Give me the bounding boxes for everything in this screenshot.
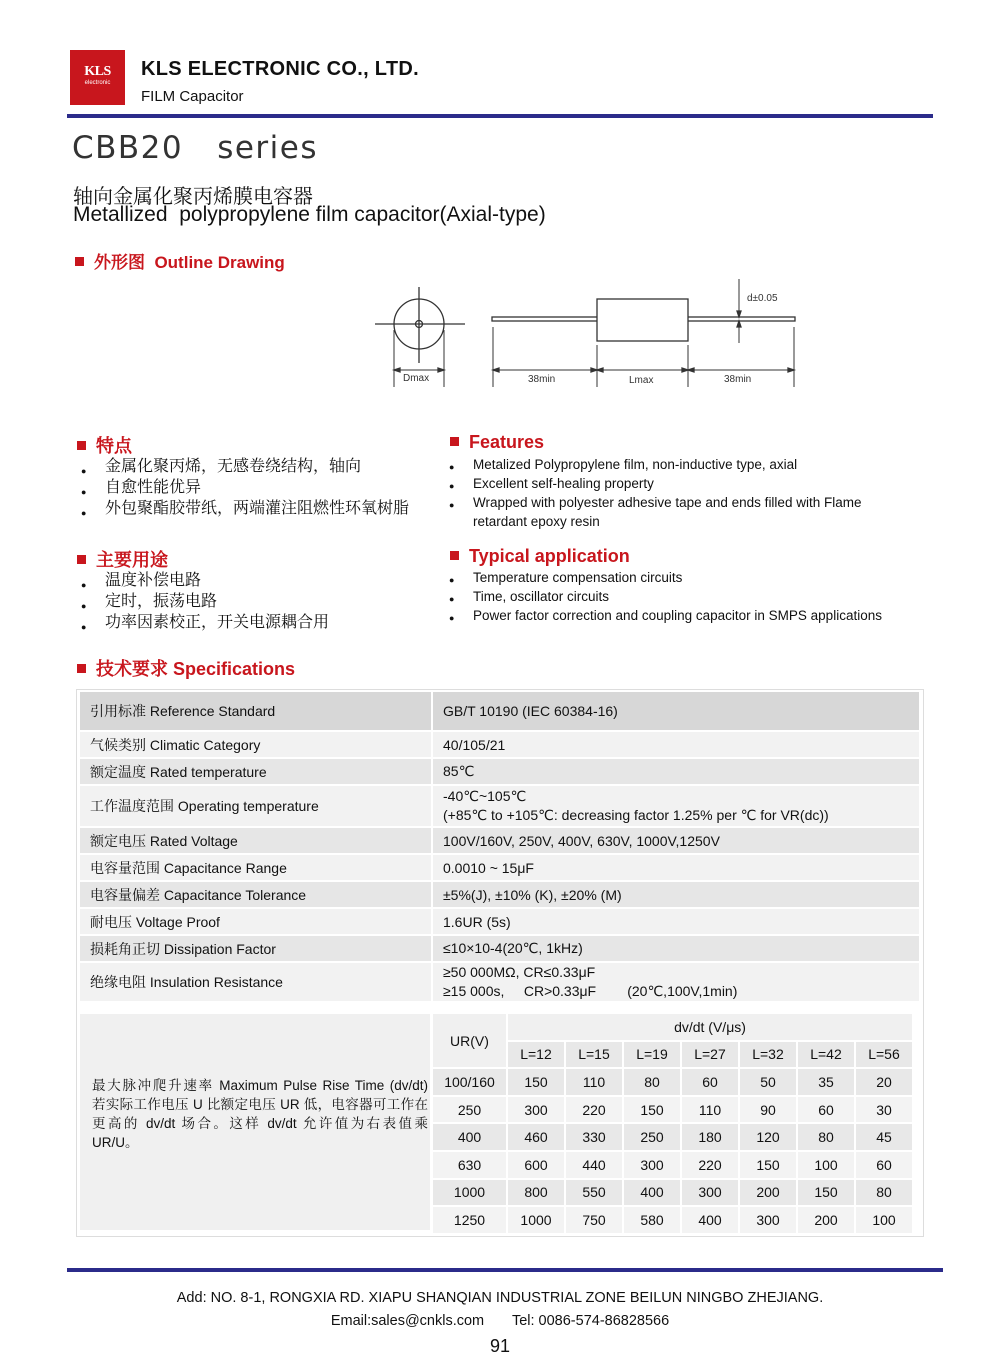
length-header: L=42	[798, 1042, 854, 1068]
spec-label: 气候类别 Climatic Category	[80, 732, 431, 757]
spec-label: 额定温度 Rated temperature	[80, 759, 431, 784]
dvdt-value: 60	[682, 1069, 738, 1095]
dvdt-value: 250	[624, 1124, 680, 1150]
dvdt-value: 300	[508, 1097, 564, 1123]
dvdt-value: 400	[624, 1180, 680, 1206]
dvdt-value: 110	[566, 1069, 622, 1095]
dvdt-value: 20	[856, 1069, 912, 1095]
spec-label: 引用标准 Reference Standard	[80, 692, 431, 730]
list-item: ● 定时，振荡电路	[81, 591, 329, 612]
dvdt-value: 180	[682, 1124, 738, 1150]
features-heading-en: Features	[450, 432, 544, 453]
company-name: KLS ELECTRONIC CO., LTD.	[141, 58, 419, 80]
spec-value-line: (+85℃ to +105℃: decreasing factor 1.25% per ℃ for VR(dc))	[443, 807, 829, 823]
table-row	[433, 1014, 912, 1040]
dvdt-value: 150	[624, 1097, 680, 1123]
list-item: ● Excellent self-healing property	[449, 474, 919, 493]
spec-label: 电容量范围 Capacitance Range	[80, 855, 431, 880]
product-category: FILM Capacitor	[141, 88, 244, 105]
dvdt-value: 800	[508, 1180, 564, 1206]
pulse-rise-note: 若实际工作电压 U 比额定电压 UR 低，电容器可工作在更高的 dv/dt 场合。这样 dv/dt 允许值为右表值乘 UR/U。	[92, 1097, 428, 1150]
length-header: L=19	[624, 1042, 680, 1068]
dvdt-value: 300	[682, 1180, 738, 1206]
spec-label: 电容量偏差 Capacitance Tolerance	[80, 882, 431, 907]
company-address: Add: NO. 8-1, RONGXIA RD. XIAPU SHANQIAN INDUSTRIAL ZONE BEILUN NINGBO ZHEJIANG.	[176, 1290, 824, 1306]
table-row	[80, 882, 919, 907]
email-text: Email:sales@cnkls.com	[330, 1313, 485, 1329]
table-row	[80, 936, 919, 961]
spec-label: 额定电压 Rated Voltage	[80, 828, 431, 853]
dvdt-value: 200	[798, 1207, 854, 1233]
list-item: ● Power factor correction and coupling capacitor in SMPS applications	[449, 606, 929, 625]
dvdt-value: 600	[508, 1152, 564, 1178]
dvdt-header: dv/dt (V/μs)	[508, 1014, 912, 1040]
dvdt-value: 1000	[508, 1207, 564, 1233]
bullet-square-icon	[450, 437, 459, 446]
dvdt-value: 580	[624, 1207, 680, 1233]
product-title-en: Metallized polypropylene film capacitor(Axial-type)	[73, 203, 546, 226]
lmax-label: Lmax	[629, 375, 654, 386]
dvdt-value: 80	[798, 1124, 854, 1150]
table-row	[80, 909, 919, 934]
spec-value-line: ≥15 000s, CR>0.33μF (20℃,100V,1min)	[443, 983, 738, 999]
dvdt-value: 200	[740, 1180, 796, 1206]
bullet-square-icon	[77, 664, 86, 673]
list-item: ● 金属化聚丙烯，无感卷绕结构，轴向	[81, 456, 409, 477]
dvdt-value: 60	[798, 1097, 854, 1123]
pulse-rise-label-cell	[80, 1014, 430, 1230]
table-row	[433, 1180, 912, 1206]
ur-value: 1250	[433, 1207, 506, 1233]
table-row	[80, 732, 919, 757]
spec-value-line: ≥50 000MΩ, CR≤0.33μF	[443, 964, 596, 980]
dvdt-value: 45	[856, 1124, 912, 1150]
ur-value: 100/160	[433, 1069, 506, 1095]
bullet-square-icon	[75, 257, 84, 266]
list-item: ● Temperature compensation circuits	[449, 568, 929, 587]
table-row	[80, 855, 919, 880]
dvdt-value: 100	[798, 1152, 854, 1178]
dvdt-value: 300	[740, 1207, 796, 1233]
spec-label: 耐电压 Voltage Proof	[80, 909, 431, 934]
dvdt-value: 550	[566, 1180, 622, 1206]
dvdt-value: 60	[856, 1152, 912, 1178]
dvdt-value: 150	[508, 1069, 564, 1095]
length-header: L=27	[682, 1042, 738, 1068]
table-row	[80, 963, 919, 1001]
length-header: L=15	[566, 1042, 622, 1068]
table-row	[433, 1124, 912, 1150]
table-row	[80, 759, 919, 784]
spec-value	[433, 786, 919, 826]
ur-header: UR(V)	[433, 1014, 506, 1067]
logo-text: KLS	[84, 64, 111, 79]
dvdt-value: 110	[682, 1097, 738, 1123]
list-item: ● 外包聚酯胶带纸，两端灌注阻燃性环氧树脂	[81, 498, 409, 519]
outline-drawing	[370, 275, 810, 395]
table-row	[433, 1207, 912, 1233]
spec-value	[433, 963, 919, 1001]
dvdt-value: 80	[856, 1180, 912, 1206]
dvdt-value: 300	[624, 1152, 680, 1178]
length-header: L=12	[508, 1042, 564, 1068]
length-header: L=32	[740, 1042, 796, 1068]
spec-value: 85℃	[433, 759, 919, 784]
dvdt-value: 35	[798, 1069, 854, 1095]
spec-value: GB/T 10190 (IEC 60384-16)	[433, 692, 919, 730]
dvdt-value: 150	[740, 1152, 796, 1178]
ur-value: 250	[433, 1097, 506, 1123]
dvdt-table	[431, 1012, 914, 1235]
bullet-square-icon	[450, 551, 459, 560]
spec-value: ±5%(J), ±10% (K), ±20% (M)	[433, 882, 919, 907]
phone-text: Tel: 0086-574-86828566	[511, 1313, 670, 1329]
spec-value: 100V/160V, 250V, 400V, 630V, 1000V,1250V	[433, 828, 919, 853]
features-list-en	[449, 455, 919, 531]
application-list-cn	[81, 570, 329, 633]
d-tolerance-label: d±0.05	[747, 293, 778, 304]
spec-value: 40/105/21	[433, 732, 919, 757]
end-view	[375, 287, 465, 387]
product-title-cn: 轴向金属化聚丙烯膜电容器	[73, 186, 313, 208]
spec-table	[78, 690, 921, 1003]
pulse-rise-title: 最大脉冲爬升速率 Maximum Pulse Rise Time (dv/dt)	[92, 1078, 428, 1093]
dvdt-value: 120	[740, 1124, 796, 1150]
spec-label: 绝缘电阻 Insulation Resistance	[80, 963, 431, 1001]
dvdt-value: 400	[682, 1207, 738, 1233]
length-header: L=56	[856, 1042, 912, 1068]
lead-min-left-label: 38min	[528, 374, 556, 385]
spec-label: 损耗角正切 Dissipation Factor	[80, 936, 431, 961]
dvdt-value: 150	[798, 1180, 854, 1206]
application-heading-en: Typical application	[450, 546, 630, 567]
logo-subtext: electronic	[84, 80, 111, 86]
outline-heading: 外形图 Outline Drawing	[75, 248, 285, 273]
list-item: ● 温度补偿电路	[81, 570, 329, 591]
spec-value-line: -40℃~105℃	[443, 788, 527, 804]
contact-line	[0, 1313, 1000, 1329]
dvdt-value: 460	[508, 1124, 564, 1150]
specifications-heading: 技术要求 Specifications	[77, 655, 295, 681]
spec-value: ≤10×10-4(20℃, 1kHz)	[433, 936, 919, 961]
ur-value: 630	[433, 1152, 506, 1178]
list-item: ● 自愈性能优异	[81, 477, 409, 498]
series-title: CBB20 series	[72, 130, 318, 166]
application-list-en	[449, 568, 929, 625]
dvdt-value: 330	[566, 1124, 622, 1150]
list-item: ● Time, oscillator circuits	[449, 587, 929, 606]
dvdt-value: 440	[566, 1152, 622, 1178]
dvdt-value: 750	[566, 1207, 622, 1233]
spec-value: 1.6UR (5s)	[433, 909, 919, 934]
pulse-rise-label	[92, 1076, 428, 1152]
dvdt-value: 220	[566, 1097, 622, 1123]
table-row	[433, 1069, 912, 1095]
table-row	[80, 692, 919, 730]
spec-value: 0.0010 ~ 15μF	[433, 855, 919, 880]
ur-value: 400	[433, 1124, 506, 1150]
dvdt-value: 50	[740, 1069, 796, 1095]
dvdt-value: 100	[856, 1207, 912, 1233]
list-item: ● Wrapped with polyester adhesive tape and ends filled with Flame retardant epoxy resin	[449, 493, 919, 531]
bullet-square-icon	[77, 555, 86, 564]
dvdt-value: 30	[856, 1097, 912, 1123]
dvdt-value: 220	[682, 1152, 738, 1178]
features-list-cn	[81, 456, 409, 519]
page-number: 91	[489, 1336, 511, 1356]
header-divider	[67, 114, 933, 118]
lead-min-right-label: 38min	[724, 374, 752, 385]
dvdt-value: 80	[624, 1069, 680, 1095]
list-item: ● 功率因素校正，开关电源耦合用	[81, 612, 329, 633]
features-heading-cn: 特点	[77, 432, 132, 458]
list-item: ● Metalized Polypropylene film, non-inductive type, axial	[449, 455, 919, 474]
spec-label: 工作温度范围 Operating temperature	[80, 786, 431, 826]
application-heading-cn: 主要用途	[77, 546, 168, 572]
table-row	[433, 1152, 912, 1178]
dmax-label: Dmax	[403, 373, 430, 384]
table-row	[80, 828, 919, 853]
table-row	[433, 1097, 912, 1123]
table-row	[80, 786, 919, 826]
bullet-square-icon	[77, 441, 86, 450]
ur-value: 1000	[433, 1180, 506, 1206]
footer-divider	[67, 1268, 943, 1272]
dvdt-value: 90	[740, 1097, 796, 1123]
company-logo	[70, 50, 125, 105]
